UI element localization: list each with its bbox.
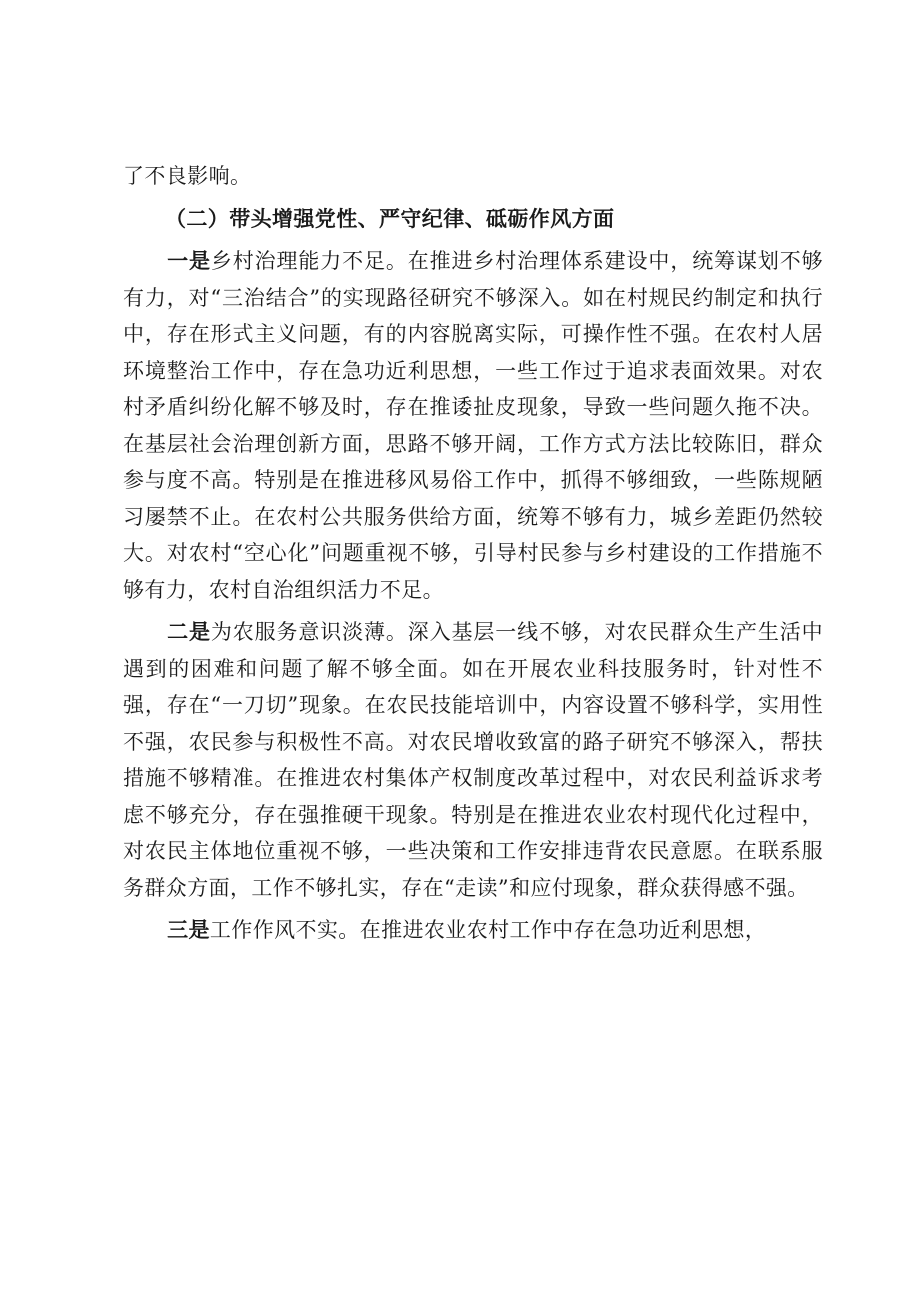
- paragraph-lead: 一是: [167, 249, 211, 273]
- paragraph-body: 乡村治理能力不足。在推进乡村治理体系建设中，统筹谋划不够有力，对“三治结合”的实现路径研究不够深入。如在村规民约制定和执行中，存在形式主义问题，有的内容脱离实际，可操作性不强。在农村人居环境整治工作中，存在急功近利思想，一些工作过于追求表面效果。对农村矛盾纠纷化解不够及时，存在推诿扯皮现象，导致一些问题久拖不决。在基层社会治理创新方面，思路不够开阔，工作方式方法比较陈旧，群众参与度不高。特别是在推进移风易俗工作中，抓得不够细致，一些陈规陋习屡禁不止。在农村公共服务供给方面，统筹不够有力，城乡差距仍然较大。对农村“空心化”问题重视不够，引导村民参与乡村建设的工作措施不够有力，农村自治组织活力不足。: [123, 249, 823, 602]
- paragraph-body: 为农服务意识淡薄。深入基层一线不够，对农民群众生产生活中遇到的困难和问题了解不够全面。如在开展农业科技服务时，针对性不强，存在“一刀切”现象。在农民技能培训中，内容设置不够科学，实用性不强，农民参与积极性不高。对农民增收致富的路子研究不够深入，帮扶措施不够精准。在推进农村集体产权制度改革过程中，对农民利益诉求考虑不够充分，存在强推硬干现象。特别是在推进农业农村现代化过程中，对农民主体地位重视不够，一些决策和工作安排违背农民意愿。在联系服务群众方面，工作不够扎实，存在“走读”和应付现象，群众获得感不强。: [123, 620, 823, 900]
- document-body: [123, 158, 823, 949]
- paragraph-body: 工作作风不实。在推进农业农村工作中存在急功近利思想，: [209, 918, 767, 942]
- section-heading: （二）带头增强党性、严守纪律、砥砺作风方面: [165, 206, 615, 231]
- paragraph-three: [123, 912, 823, 949]
- paragraph-lead: 二是: [167, 620, 211, 644]
- paragraph-lead: 三是: [167, 918, 210, 942]
- continuation-line: 了不良影响。: [123, 164, 252, 188]
- paragraph-one: [123, 243, 823, 608]
- paragraph-two: [123, 614, 823, 906]
